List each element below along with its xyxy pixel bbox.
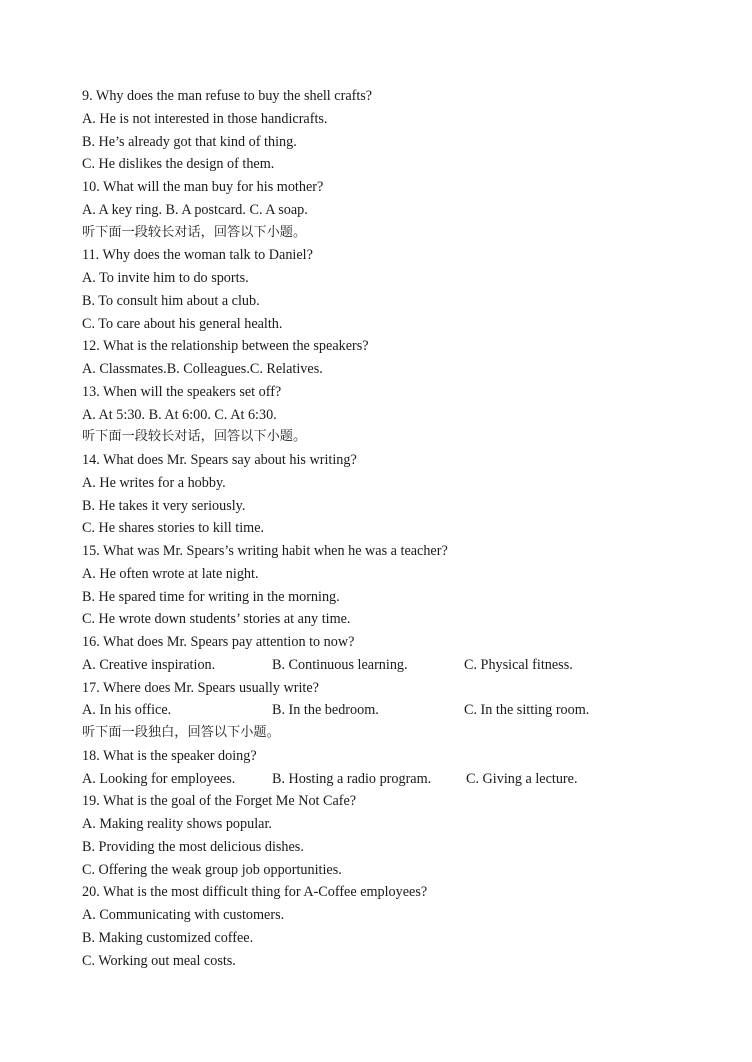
question-text: 12. What is the relationship between the speakers?	[82, 338, 369, 355]
answer-options: A. A key ring. B. A postcard. C. A soap.	[82, 201, 308, 218]
answer-options: B. Providing the most delicious dishes.	[82, 838, 304, 855]
answer-option: B. In the bedroom.	[272, 702, 379, 719]
answer-option: A. Creative inspiration.	[82, 656, 216, 673]
section-instruction: 听下面一段较长对话，回答以下小题。	[82, 224, 307, 240]
section-instruction: 听下面一段独白，回答以下小题。	[82, 725, 280, 740]
answer-options: B. He’s already got that kind of thing.	[82, 133, 297, 150]
answer-option: A. In his office.	[82, 702, 172, 719]
answer-options: B. Making customized coffee.	[82, 929, 254, 946]
question-text: 14. What does Mr. Spears say about his writing?	[82, 452, 357, 468]
question-text: 15. What was Mr. Spears’s writing habit when he was a teacher?	[82, 543, 448, 559]
question-text: 19. What is the goal of the Forget Me Not Cafe?	[82, 793, 357, 810]
answer-option: B. Hosting a radio program.	[272, 770, 432, 787]
answer-options: A. He is not interested in those handicrafts.	[82, 110, 328, 127]
answer-options: A. He often wrote at late night.	[82, 565, 259, 582]
answer-options: C. Offering the weak group job opportunities.	[82, 861, 342, 878]
answer-options: A. Classmates.B. Colleagues.C. Relatives.	[82, 361, 323, 377]
answer-options	[82, 768, 722, 791]
question-text: 17. Where does Mr. Spears usually write?	[82, 679, 319, 696]
answer-option: C. Giving a lecture.	[466, 770, 578, 787]
answer-options: C. He shares stories to kill time.	[82, 520, 265, 537]
answer-options: B. He spared time for writing in the morning.	[82, 588, 340, 605]
question-text: 20. What is the most difficult thing for A-Coffee employees?	[82, 884, 428, 901]
answer-options: A. At 5:30. B. At 6:00. C. At 6:30.	[82, 406, 277, 423]
answer-options: C. Working out meal costs.	[82, 952, 236, 969]
answer-option: A. Looking for employees.	[82, 770, 236, 787]
answer-option: C. Physical fitness.	[464, 656, 573, 673]
answer-options	[82, 699, 722, 722]
section-instruction: 听下面一段较长对话，回答以下小题。	[82, 429, 307, 445]
question-text: 10. What will the man buy for his mother?	[82, 179, 324, 195]
answer-options: C. He dislikes the design of them.	[82, 156, 275, 173]
question-text: 11. Why does the woman talk to Daniel?	[82, 247, 313, 264]
answer-options: A. Communicating with customers.	[82, 907, 285, 923]
answer-options: A. Making reality shows popular.	[82, 816, 272, 832]
exam-page	[82, 85, 722, 972]
answer-options	[82, 654, 722, 677]
answer-option: B. Continuous learning.	[272, 656, 408, 673]
answer-options: A. He writes for a hobby.	[82, 474, 226, 491]
answer-options: B. To consult him about a club.	[82, 292, 260, 309]
answer-options: B. He takes it very seriously.	[82, 497, 246, 514]
answer-options: C. To care about his general health.	[82, 315, 283, 332]
answer-option: C. In the sitting room.	[464, 702, 590, 719]
question-text: 16. What does Mr. Spears pay attention to now?	[82, 634, 355, 650]
question-text: 9. Why does the man refuse to buy the shell crafts?	[82, 88, 373, 104]
question-text: 18. What is the speaker doing?	[82, 747, 257, 764]
answer-options: A. To invite him to do sports.	[82, 270, 249, 286]
answer-options: C. He wrote down students’ stories at any time.	[82, 611, 351, 628]
question-text: 13. When will the speakers set off?	[82, 383, 282, 400]
